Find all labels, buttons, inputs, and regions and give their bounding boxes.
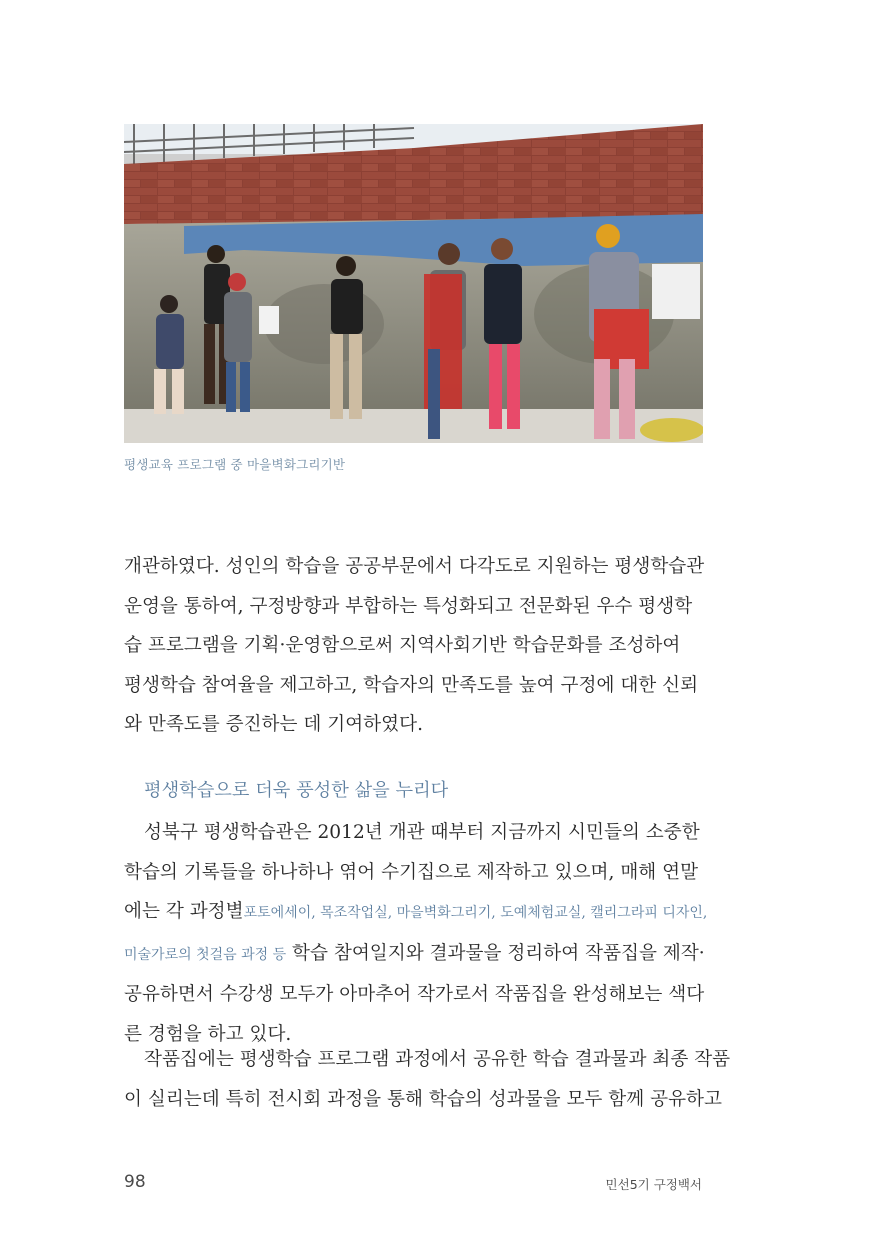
course-list-note: 포토에세이, 목조작업실, 마을벽화그리기, 도예체험교실, 캘리그라피 디자인, xyxy=(243,905,708,921)
section-heading: 평생학습으로 더욱 풍성한 삶을 누리다 xyxy=(144,780,449,801)
text-line: 평생학습 참여율을 제고하고, 학습자의 만족도를 높여 구정에 대한 신뢰 xyxy=(124,674,699,696)
text-line: 습 프로그램을 기획·운영함으로써 지역사회기반 학습문화를 조성하여 xyxy=(124,635,681,656)
text-line: 공유하면서 수강생 모두가 아마추어 작가로서 작품집을 완성해보는 색다 xyxy=(124,984,705,1005)
text-line: 이 실리는데 특히 전시회 과정을 통해 학습의 성과물을 모두 함께 공유하고 xyxy=(124,1088,722,1110)
text-line: 른 경험을 하고 있다. xyxy=(124,1023,292,1045)
text-line: 운영을 통하여, 구정방향과 부합하는 특성화되고 전문화된 우수 평생학 xyxy=(124,595,693,617)
photo-caption: 평생교육 프로그램 중 마을벽화그리기반 xyxy=(124,457,346,472)
text-line: 와 만족도를 증진하는 데 기여하였다. xyxy=(124,714,423,735)
course-list-note: 미술가로의 첫걸음 과정 등 xyxy=(124,946,287,963)
photo-mural-painting-icon xyxy=(124,124,703,443)
text-line: 개관하였다. 성인의 학습을 공공부문에서 다각도로 지원하는 평생학습관 xyxy=(124,556,705,577)
paragraph-intro xyxy=(124,547,704,745)
text-line xyxy=(124,934,704,976)
paragraph-lifelong-learning xyxy=(124,813,708,1054)
page-number: 98 xyxy=(124,1172,146,1192)
text-line xyxy=(124,892,708,934)
mural-painting-photo xyxy=(124,124,703,443)
paragraph-collection xyxy=(124,1040,731,1119)
text-line: 작품집에는 평생학습 프로그램 과정에서 공유한 학습 결과물과 최종 작품 xyxy=(144,1049,731,1070)
text-segment: 에는 각 과정별 xyxy=(124,901,244,922)
text-line: 학습의 기록들을 하나하나 엮어 수기집으로 제작하고 있으며, 매해 연말 xyxy=(124,861,699,883)
text-segment: 학습 참여일지와 결과물을 정리하여 작품집을 제작· xyxy=(286,942,705,964)
text-line: 성북구 평생학습관은 2012년 개관 때부터 지금까지 시민들의 소중한 xyxy=(144,822,700,843)
running-footer-title: 민선5기 구정백서 xyxy=(605,1177,702,1192)
